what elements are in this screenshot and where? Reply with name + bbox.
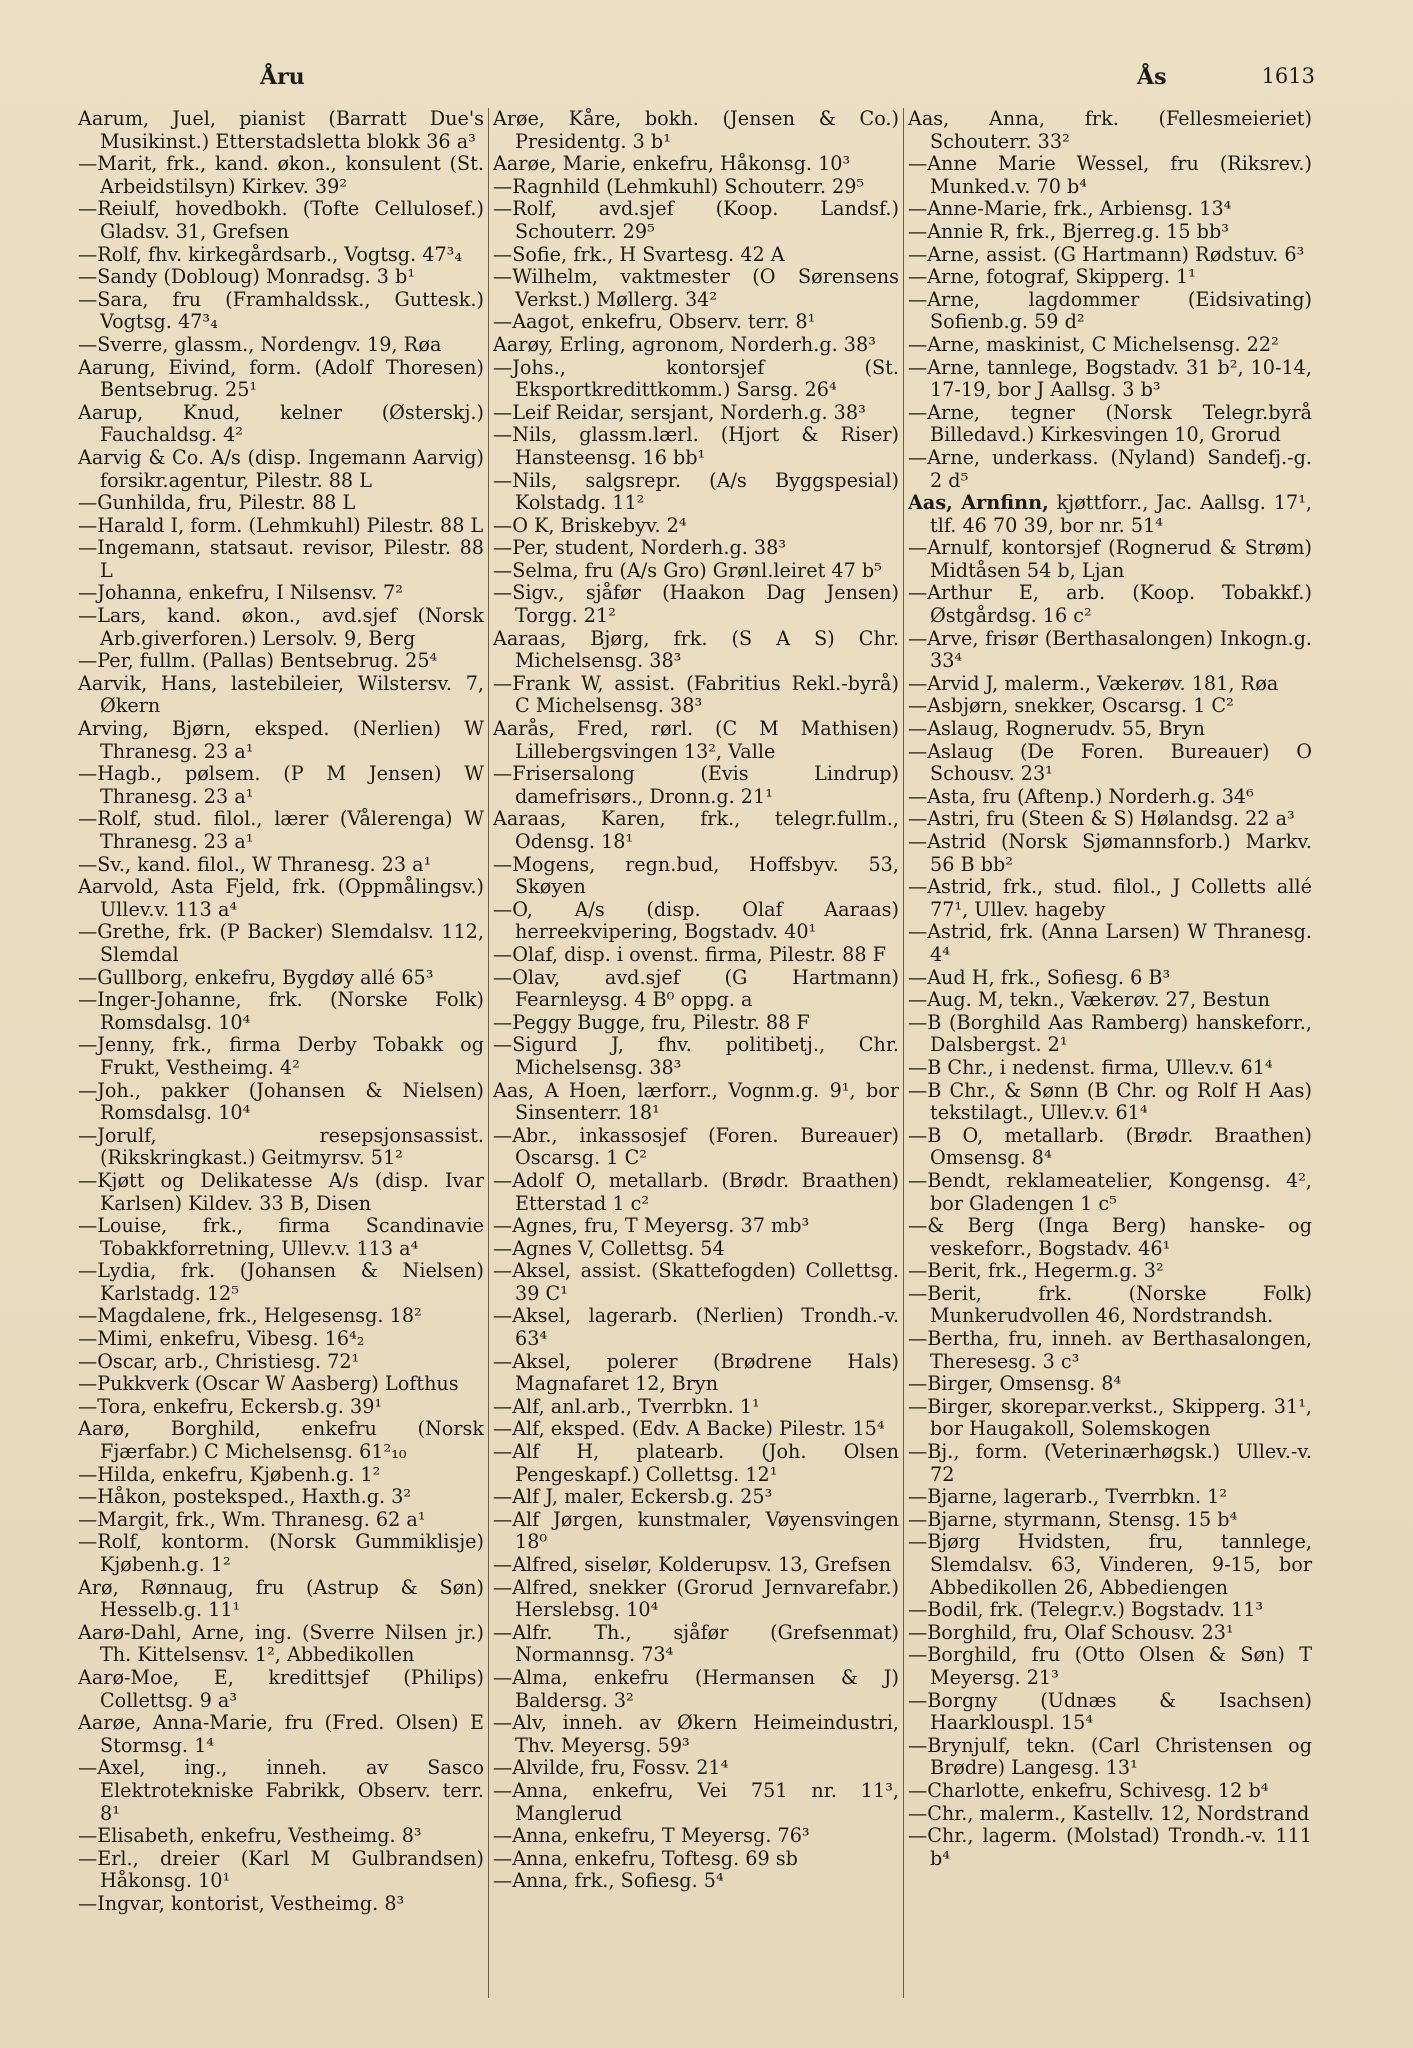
directory-entry: —Anna, enkefru, T Meyersg. 76³ [493, 1824, 810, 1848]
directory-entry: —Sigv., sjåfør (Haakon Dag Jensen) Torgg. 21² [493, 581, 899, 628]
directory-entry: —Hagb., pølsem. (P M Jensen) W Thranesg. 23 a¹ [78, 762, 484, 808]
directory-entry: —Berit, frk., Hegerm.g. 3² [908, 1259, 1164, 1283]
directory-entry: Aarøe, Marie, enkefru, Håkonsg. 10³ [493, 152, 851, 176]
directory-entry: —B Chr., & Sønn (B Chr. og Rolf H Aas) tekstilagt., Ullev.v. 61⁴ [908, 1078, 1312, 1125]
directory-entry: —Gullborg, enkefru, Bygdøy allé 65³ [78, 965, 434, 989]
directory-entry: —Arthur E, arb. (Koop. Tobakkf.) Østgårdsg. 16 c² [908, 581, 1312, 628]
directory-entry: —Chr., malerm., Kastellv. 12, Nordstrand [908, 1801, 1310, 1825]
running-head-left: Åru [260, 64, 305, 90]
directory-entry: —Anna, frk., Sofiesg. 5⁴ [493, 1869, 724, 1893]
directory-entry: Aarø-Moe, E, kredittsjef (Philips) Collettsg. 9 a³ [78, 1665, 484, 1712]
page-header [70, 64, 1315, 100]
directory-entry: —Sofie, frk., H Svartesg. 42 A [493, 242, 785, 266]
directory-entry: —Rolf, fhv. kirkegårdsarb., Vogtsg. 47³₄ [78, 242, 463, 266]
directory-entry: —Berit, frk. (Norske Folk) Munkerudvollen 46, Nordstrandsh. [908, 1281, 1312, 1328]
directory-entry: Aarøy, Erling, agronom, Norderh.g. 38³ [493, 332, 876, 356]
directory-entry: —B (Borghild Aas Ramberg) hanskeforr., Dalsbergst. 2¹ [908, 1010, 1312, 1057]
directory-entry: —Alv, inneh. av Økern Heimeindustri, Thv. Meyersg. 59³ [493, 1711, 899, 1757]
directory-entry: —Astrid, frk., stud. filol., J Colletts allé 77¹, Ullev. hageby [908, 875, 1312, 921]
directory-entry: —Ragnhild (Lehmkuhl) Schouterr. 29⁵ [493, 174, 865, 198]
directory-entry: —Arne, underkass. (Nyland) Sandefj.-g. 2 d⁵ [908, 445, 1312, 492]
directory-entry: —Anna, enkefru, Vei 751 nr. 11³, Manglerud [493, 1778, 899, 1825]
directory-entry: —Annie R, frk., Bjerreg.g. 15 bb³ [908, 219, 1229, 243]
directory-entry: —Alma, enkefru (Hermansen & J) Baldersg. 3² [493, 1665, 899, 1712]
directory-entry: —Alvilde, fru, Fossv. 21⁴ [493, 1756, 729, 1780]
directory-entry: —Adolf O, metallarb. (Brødr. Braathen) Etterstad 1 c² [493, 1168, 899, 1215]
directory-entry: —Peggy Bugge, fru, Pilestr. 88 F [493, 1010, 810, 1034]
directory-entry: —Harald I, form. (Lehmkuhl) Pilestr. 88 L [78, 513, 484, 537]
directory-entry: —Chr., lagerm. (Molstad) Trondh.-v. 111 b⁴ [908, 1824, 1312, 1870]
column-middle [488, 108, 903, 1998]
directory-entry: —Asta, fru (Aftenp.) Norderh.g. 34⁶ [908, 784, 1254, 808]
directory-entry: —Astrid (Norsk Sjømannsforb.) Markv. 56 B bb² [908, 830, 1312, 876]
directory-entry: —Jorulf, resepsjonsassist. (Rikskringkast.) Geitmyrsv. 51² [78, 1123, 484, 1170]
directory-entry: —Per, student, Norderh.g. 38³ [493, 536, 787, 560]
directory-entry: —Agnes, fru, T Meyersg. 37 mb³ [493, 1214, 810, 1238]
running-head-right: Ås [1137, 64, 1167, 90]
directory-entry: Aarås, Fred, rørl. (C M Mathisen) Lillebergsvingen 13², Valle [493, 717, 899, 763]
directory-entry: —Rolf, avd.sjef (Koop. Landsf.) Schouterr. 29⁵ [493, 197, 899, 243]
directory-entry: —Reiulf, hovedbokh. (Tofte Cellulosef.) Gladsv. 31, Grefsen [78, 197, 484, 243]
directory-entry: —Alf, eksped. (Edv. A Backe) Pilestr. 15⁴ [493, 1417, 885, 1441]
column-left [74, 108, 488, 1998]
directory-entry: —Abr., inkassosjef (Foren. Bureauer) Oscarsg. 1 C² [493, 1123, 899, 1170]
directory-entry: —Birger, skorepar.verkst., Skipperg. 31¹, bor Haugakoll, Solemskogen [908, 1394, 1312, 1441]
directory-entry: —Nils, glassm.lærl. (Hjort & Riser) Hansteensg. 16 bb¹ [493, 423, 899, 469]
directory-entry: —Alfr. Th., sjåfør (Grefsenmat) Normannsg. 73⁴ [493, 1620, 899, 1667]
directory-entry: Aarup, Knud, kelner (Østerskj.) Fauchaldsg. 4² [78, 400, 484, 447]
directory-entry: —Jenny, frk., firma Derby Tobakk og Frukt, Vestheimg. 4² [78, 1033, 484, 1079]
directory-entry: —B O, metallarb. (Brødr. Braathen) Omsensg. 8⁴ [908, 1123, 1312, 1170]
directory-entry: Aarvold, Asta Fjeld, frk. (Oppmålingsv.) Ullev.v. 113 a⁴ [78, 875, 484, 921]
directory-entry: —Mimi, enkefru, Vibesg. 16⁴₂ [78, 1327, 365, 1351]
directory-entry: —Bodil, frk. (Telegr.v.) Bogstadv. 11³ [908, 1598, 1264, 1622]
directory-columns [74, 108, 1314, 1998]
directory-entry: Aarøe, Anna-Marie, fru (Fred. Olsen) E Stormsg. 1⁴ [78, 1711, 484, 1757]
directory-entry: —Sara, fru (Framhaldssk., Guttesk.) Vogtsg. 47³₄ [78, 287, 484, 334]
directory-entry: —Anna, enkefru, Toftesg. 69 sb [493, 1846, 798, 1870]
directory-entry: —Sverre, glassm., Nordengv. 19, Røa [78, 332, 442, 356]
directory-entry: —Agnes V, Collettsg. 54 [493, 1236, 725, 1260]
directory-entry: —Alf H, platearb. (Joh. Olsen Pengeskapf.) Collettsg. 12¹ [493, 1440, 899, 1486]
directory-entry: —Borghild, fru, Olaf Schousv. 23¹ [908, 1620, 1234, 1644]
directory-entry: —Johanna, enkefru, I Nilsensv. 7² [78, 581, 403, 605]
directory-entry: —Ingvar, kontorist, Vestheimg. 8³ [78, 1891, 405, 1915]
directory-entry: —Bjarne, lagerarb., Tverrbkn. 1² [908, 1485, 1228, 1509]
directory-entry: —Marit, frk., kand. økon., konsulent (St. Arbeidstilsyn) Kirkev. 39² [78, 152, 484, 198]
directory-entry: —Aksel, polerer (Brødrene Hals) Magnafaret 12, Bryn [493, 1349, 899, 1396]
directory-entry: —Arvid J, malerm., Vækerøv. 181, Røa [908, 671, 1279, 695]
directory-entry: —Bertha, fru, inneh. av Berthasalongen, Theresesg. 3 c³ [908, 1327, 1312, 1373]
directory-entry: —Astrid, frk. (Anna Larsen) W Thranesg. 4⁴ [908, 920, 1312, 966]
directory-entry: —O, A/s (disp. Olaf Aaraas) herreekvipering, Bogstadv. 40¹ [493, 897, 899, 944]
directory-entry: —Oscar, arb., Christiesg. 72¹ [78, 1349, 360, 1373]
directory-entry: —Lars, kand. økon., avd.sjef (Norsk Arb.giverforen.) Lersolv. 9, Berg [78, 604, 484, 650]
directory-entry: —Anne-Marie, frk., Arbiensg. 13⁴ [908, 197, 1232, 221]
directory-entry: —Olaf, disp. i ovenst. firma, Pilestr. 88 F [493, 942, 886, 966]
directory-entry: —Johs., kontorsjef (St. Eksportkredittkomm.) Sarsg. 26⁴ [493, 355, 899, 402]
directory-entry: Aarvig & Co. A/s (disp. Ingemann Aarvig) forsikr.agentur, Pilestr. 88 L [78, 445, 484, 492]
directory-entry: —Pukkverk (Oscar W Aasberg) Lofthus [78, 1372, 459, 1396]
directory-entry: —Alfred, siselør, Kolderupsv. 13, Grefsen [493, 1553, 892, 1576]
directory-entry: —Rolf, kontorm. (Norsk Gummiklisje) Kjøbenh.g. 1² [78, 1530, 484, 1576]
directory-entry: —Bendt, reklameatelier, Kongensg. 4², bor Gladengen 1 c⁵ [908, 1168, 1312, 1215]
directory-entry: —Astri, fru (Steen & S) Hølandsg. 22 a³ [908, 807, 1295, 831]
directory-entry: —Tora, enkefru, Eckersb.g. 39¹ [78, 1394, 383, 1418]
page-number: 1613 [1261, 64, 1315, 88]
directory-entry: Aaraas, Bjørg, frk. (S A S) Chr. Michelsensg. 38³ [493, 626, 899, 673]
directory-entry: —Arne, tannlege, Bogstadv. 31 b², 10-14, 17-19, bor J Aallsg. 3 b³ [908, 355, 1312, 402]
directory-entry: —Håkon, posteksped., Haxth.g. 3² [78, 1485, 412, 1509]
directory-entry: Aarung, Eivind, form. (Adolf Thoresen) Bentsebrug. 25¹ [78, 355, 484, 402]
directory-entry: —Anne Marie Wessel, fru (Riksrev.) Munked.v. 70 b⁴ [908, 152, 1312, 198]
directory-entry: —Borghild, fru (Otto Olsen & Søn) T Meyersg. 21³ [908, 1643, 1312, 1689]
directory-entry: —Sv., kand. filol., W Thranesg. 23 a¹ [78, 852, 432, 876]
directory-entry: —Borgny (Udnæs & Isachsen) Haarklouspl. 15⁴ [908, 1688, 1312, 1735]
directory-entry: Aarvik, Hans, lastebileier, Wilstersv. 7, Økern [78, 671, 484, 718]
directory-entry: Aaraas, Karen, frk., telegr.fullm., Odensg. 18¹ [493, 807, 899, 853]
directory-entry: —Leif Reidar, sersjant, Norderh.g. 38³ [493, 400, 866, 424]
directory-entry: —Asbjørn, snekker, Oscarsg. 1 C² [908, 694, 1234, 718]
directory-entry: —Aslaug (De Foren. Bureauer) O Schousv. 23¹ [908, 739, 1312, 786]
column-right [903, 108, 1316, 1998]
directory-entry: —Mogens, regn.bud, Hoffsbyv. 53, Skøyen [493, 852, 899, 899]
directory-entry: —Wilhelm, vaktmester (O Sørensens Verkst.) Møllerg. 34² [493, 265, 899, 311]
entry-name-bold: Aas, Arnfinn, [908, 491, 1049, 515]
directory-entry: —O K, Briskebyv. 2⁴ [493, 513, 687, 537]
directory-entry: —Aagot, enkefru, Observ. terr. 8¹ [493, 310, 816, 334]
directory-entry: —Frank W, assist. (Fabritius Rekl.-byrå) C Michelsensg. 38³ [493, 671, 899, 718]
directory-entry: —Aksel, lagerarb. (Nerlien) Trondh.-v. 63⁴ [493, 1304, 899, 1351]
directory-entry: —Per, fullm. (Pallas) Bentsebrug. 25⁴ [78, 649, 438, 673]
directory-entry: —B Chr., i nedenst. firma, Ullev.v. 61⁴ [908, 1055, 1273, 1079]
directory-entry: —Hilda, enkefru, Kjøbenh.g. 1² [78, 1462, 381, 1486]
directory-entry: Arøe, Kåre, bokh. (Jensen & Co.) Presidentg. 3 b¹ [493, 108, 899, 153]
directory-entry: —Bj., form. (Veterinærhøgsk.) Ullev.-v. 72 [908, 1440, 1312, 1486]
directory-entry: —Margit, frk., Wm. Thranesg. 62 a¹ [78, 1507, 426, 1531]
directory-entry: —Erl., dreier (Karl M Gulbrandsen) Håkonsg. 10¹ [78, 1846, 484, 1893]
directory-entry: —Arne, lagdommer (Eidsivating) Sofienb.g. 59 d² [908, 287, 1312, 334]
directory-entry: Aas, Anna, frk. (Fellesmeieriet) Schouterr. 33² [908, 108, 1312, 153]
directory-entry: —Brynjulf, tekn. (Carl Christensen og Brødre) Langesg. 13¹ [908, 1733, 1312, 1780]
directory-entry: —Rolf, stud. filol., lærer (Vålerenga) W Thranesg. 23 a¹ [78, 807, 484, 853]
directory-entry: —Bjarne, styrmann, Stensg. 15 b⁴ [908, 1507, 1238, 1531]
directory-entry: —Ingemann, statsaut. revisor, Pilestr. 88 L [78, 536, 484, 582]
directory-entry: —Birger, Omsensg. 8⁴ [908, 1372, 1122, 1396]
directory-entry: —Aud H, frk., Sofiesg. 6 B³ [908, 965, 1171, 989]
directory-entry: —Axel, ing., inneh. av Sasco Elektrotekniske Fabrikk, Observ. terr. 8¹ [78, 1756, 484, 1825]
directory-entry: —Aksel, assist. (Skattefogden) Collettsg. 39 C¹ [493, 1259, 899, 1305]
directory-entry: —Elisabeth, enkefru, Vestheimg. 8³ [78, 1824, 422, 1848]
directory-entry: —Aug. M, tekn., Vækerøv. 27, Bestun [908, 988, 1271, 1012]
directory-entry: —Magdalene, frk., Helgesensg. 18² [78, 1304, 422, 1328]
directory-entry: —Alf J, maler, Eckersb.g. 25³ [493, 1485, 773, 1509]
directory-entry: —Alf Jørgen, kunstmaler, Vøyensvingen 18⁰ [493, 1507, 899, 1554]
directory-entry: —Lydia, frk. (Johansen & Nielsen) Karlstadg. 12⁵ [78, 1259, 484, 1305]
directory-entry: —Arne, maskinist, C Michelsensg. 22² [908, 332, 1279, 356]
directory-entry: —Alfred, snekker (Grorud Jernvarefabr.) Herslebsg. 10⁴ [493, 1575, 899, 1622]
directory-entry: —Joh., pakker (Johansen & Nielsen) Romsdalsg. 10⁴ [78, 1078, 484, 1125]
directory-entry: —Selma, fru (A/s Gro) Grønl.leiret 47 b⁵ [493, 558, 882, 582]
directory-entry: Aarø-Dahl, Arne, ing. (Sverre Nilsen jr.) Th. Kittelsensv. 1², Abbedikollen [78, 1620, 484, 1667]
directory-entry: —Arnulf, kontorsjef (Rognerud & Strøm) Midtåsen 54 b, Ljan [908, 536, 1312, 582]
directory-entry: —Arne, assist. (G Hartmann) Rødstuv. 6³ [908, 242, 1305, 266]
directory-entry: —Arne, fotograf, Skipperg. 1¹ [908, 265, 1196, 289]
directory-entry: —Bjørg Hvidsten, fru, tannlege, Slemdalsv. 63, Vinderen, 9-15, bor Abbedikollen 26, Abbediengen [908, 1530, 1312, 1599]
directory-entry: —Charlotte, enkefru, Schivesg. 12 b⁴ [908, 1778, 1269, 1802]
directory-entry: Aarum, Juel, pianist (Barratt Due's Musikinst.) Etterstadsletta blokk 36 a³ [78, 108, 484, 153]
directory-entry: —Grethe, frk. (P Backer) Slemdalsv. 112, Slemdal [78, 920, 484, 966]
directory-entry: Aas, Arnfinn, kjøttforr., Jac. Aallsg. 17¹, tlf. 46 70 39, bor nr. 51⁴ [908, 491, 1312, 537]
directory-entry: —Sandy (Dobloug) Monradsg. 3 b¹ [78, 265, 416, 289]
directory-entry: Aarø, Borghild, enkefru (Norsk Fjærfabr.) C Michelsensg. 61²₁₀ [78, 1417, 484, 1464]
directory-entry: —Aslaug, Rognerudv. 55, Bryn [908, 717, 1205, 741]
directory-entry: —Inger-Johanne, frk. (Norske Folk) Romsdalsg. 10⁴ [78, 988, 484, 1034]
directory-entry: —Alf, anl.arb., Tverrbkn. 1¹ [493, 1394, 760, 1418]
directory-entry: —Frisersalong (Evis Lindrup) damefrisørs., Dronn.g. 21¹ [493, 762, 899, 808]
directory-entry: —Louise, frk., firma Scandinavie Tobakkforretning, Ullev.v. 113 a⁴ [78, 1214, 484, 1260]
directory-entry: —Arne, tegner (Norsk Telegr.byrå Billedavd.) Kirkesvingen 10, Grorud [908, 400, 1312, 447]
directory-entry: Aas, A Hoen, lærforr., Vognm.g. 9¹, bor Sinsenterr. 18¹ [493, 1078, 899, 1125]
directory-entry: —& Berg (Inga Berg) hanske- og veskeforr., Bogstadv. 46¹ [908, 1214, 1312, 1260]
directory-entry: —Arve, frisør (Berthasalongen) Inkogn.g. 33⁴ [908, 626, 1312, 673]
directory-entry: —Nils, salgsrepr. (A/s Byggspesial) Kolstadg. 11² [493, 468, 899, 515]
directory-entry: —Kjøtt og Delikatesse A/s (disp. Ivar Karlsen) Kildev. 33 B, Disen [78, 1168, 484, 1215]
directory-entry: —Olav, avd.sjef (G Hartmann) Fearnleysg. 4 B⁰ oppg. a [493, 965, 899, 1012]
directory-entry: Arving, Bjørn, eksped. (Nerlien) W Thranesg. 23 a¹ [78, 717, 484, 763]
directory-entry: Arø, Rønnaug, fru (Astrup & Søn) Hesselb.g. 11¹ [78, 1575, 484, 1622]
directory-entry: —Gunhilda, fru, Pilestr. 88 L [78, 491, 356, 515]
directory-entry: —Sigurd J, fhv. politibetj., Chr. Michelsensg. 38³ [493, 1033, 899, 1079]
